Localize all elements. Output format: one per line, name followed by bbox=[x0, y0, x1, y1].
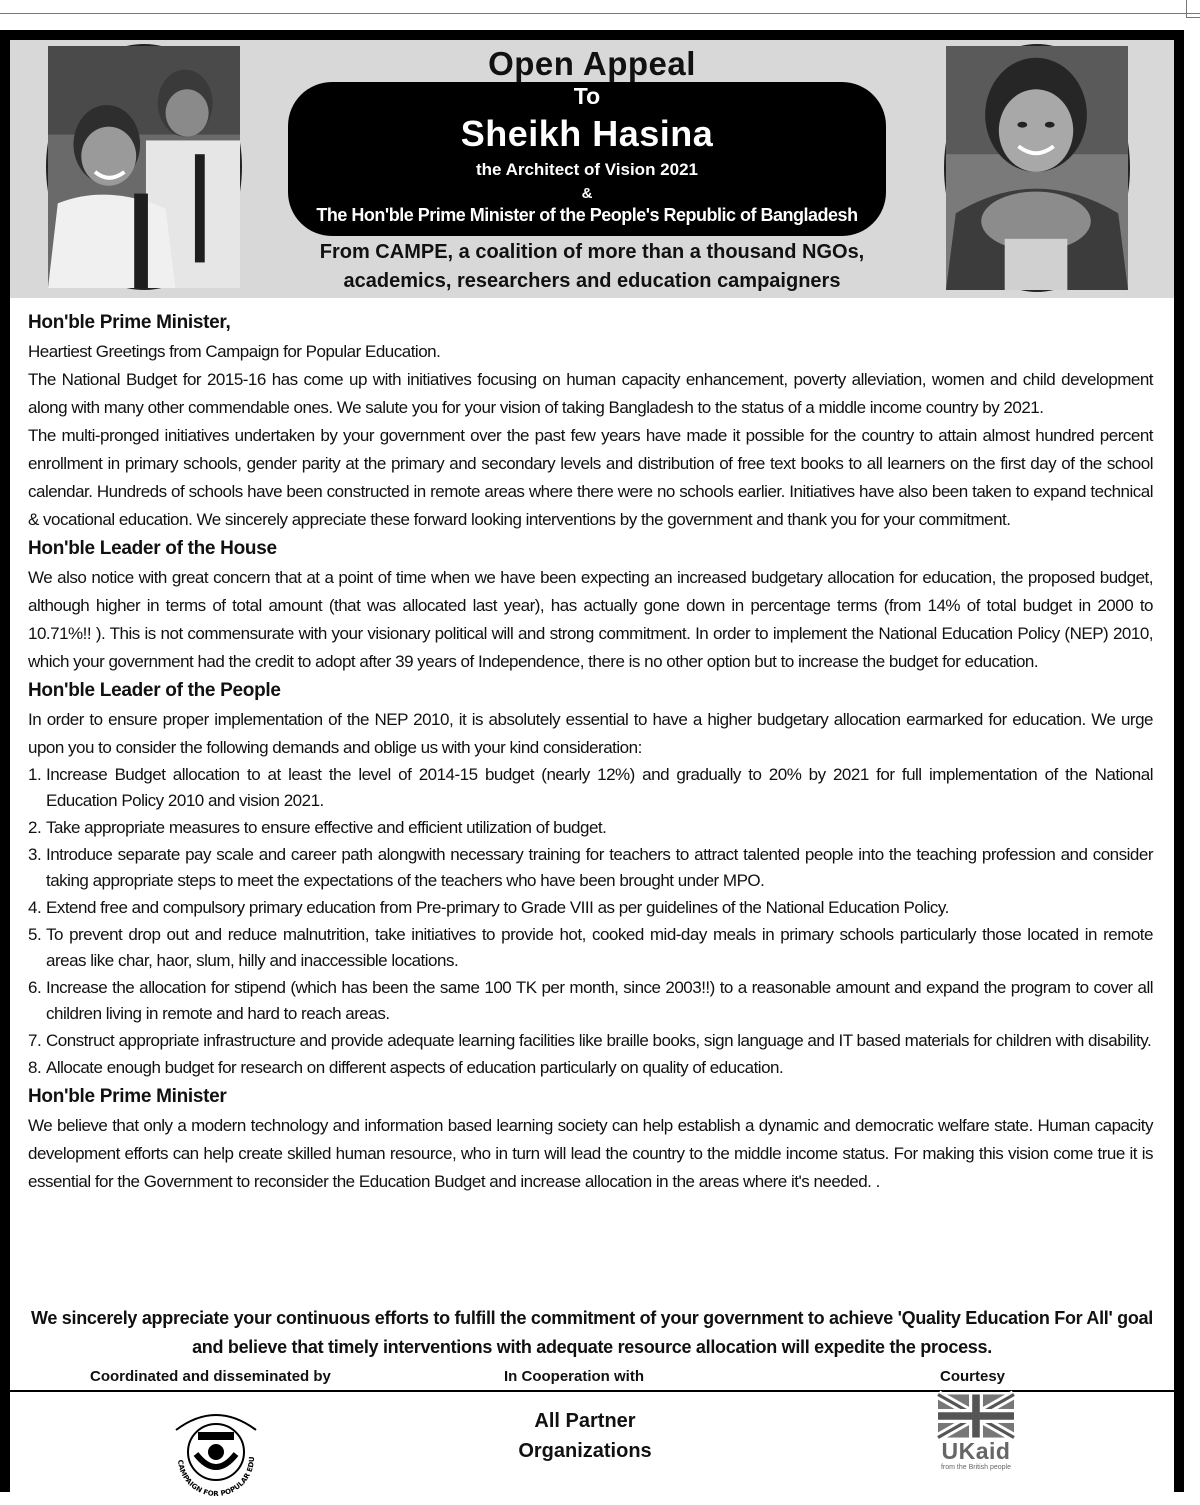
demand-item bbox=[28, 842, 1153, 894]
paragraph: We believe that only a modern technology and information based learning society can help establish a dynamic and democratic welfare state. Human capacity development efforts can help create skilled human resource, who in turn will lead the country to the middle income status. For making this vision come true it is essential for the Government to reconsider the Education Budget and increase allocation in the areas where it's needed. . bbox=[28, 1116, 1153, 1191]
addressee-banner bbox=[288, 82, 886, 236]
coordinated-label: Coordinated and disseminated by bbox=[90, 1368, 331, 1385]
demand-number: 6. bbox=[28, 978, 42, 997]
demand-text: Increase Budget allocation to at least the level of 2014-15 budget (nearly 12%) and gradually to 20% by 2021 for full implementation of the National Education Policy 2010 and vision 2021. bbox=[46, 765, 1153, 810]
paragraph: The National Budget for 2015-16 has come up with initiatives focusing on human capacity enhancement, poverty alleviation, women and child development along with many other commendable ones. We salute you for your vision of taking Bangladesh to the status of a middle income country by 2021. bbox=[28, 370, 1153, 417]
from-line-1: From CAMPE, a coalition of more than a thousand NGOs, bbox=[319, 241, 865, 263]
demand-text: To prevent drop out and reduce malnutrition, take initiatives to provide hot, cooked mid-day meals in primary schools particularly those located in remote areas like char, haor, slum, hilly and inaccessible locations. bbox=[46, 925, 1153, 970]
demand-number: 8. bbox=[28, 1058, 42, 1077]
demand-item bbox=[28, 975, 1153, 1027]
demand-text: Introduce separate pay scale and career path alongwith necessary training for teachers to attract talented people into the teaching profession and consider taking appropriate steps to meet the expectations of the teachers who have been brought under MPO. bbox=[46, 845, 1153, 890]
advertisement-frame bbox=[0, 30, 1184, 1499]
demand-text: Extend free and compulsory primary education from Pre-primary to Grade VIII as per guidelines of the National Education Policy. bbox=[46, 898, 949, 917]
appeal-title: Open Appeal bbox=[488, 45, 696, 82]
closing-line-2: and believe that timely interventions with adequate resource allocation will expedite the process. bbox=[192, 1337, 992, 1357]
demand-number: 5. bbox=[28, 925, 42, 944]
courtesy-label: Courtesy bbox=[940, 1368, 1006, 1385]
partner-line-1: All Partner bbox=[534, 1410, 636, 1432]
section-heading: Hon'ble Leader of the People bbox=[28, 680, 281, 701]
demand-text: Take appropriate measures to ensure effective and efficient utilization of budget. bbox=[46, 818, 607, 837]
demand-item bbox=[28, 815, 1153, 841]
closing-statement bbox=[10, 1304, 1174, 1362]
header-band bbox=[10, 40, 1174, 298]
demand-text: Allocate enough budget for research on different aspects of education particularly on quality of education. bbox=[46, 1058, 784, 1077]
pm-title: The Hon'ble Prime Minister of the People's Republic of Bangladesh bbox=[316, 205, 858, 225]
top-corner-rule bbox=[1186, 0, 1200, 18]
demand-number: 7. bbox=[28, 1031, 42, 1050]
paragraph: We also notice with great concern that at a point of time when we have been expecting an increased budgetary allocation for education, the proposed budget, although higher in terms of total amount (that was allocated last year), has actually gone down in percentage terms (from 14% of total budget in 2000 to 10.71%!! ). This is not commensurate with your visionary political will and strong commitment. In order to implement the National Education Policy (NEP) 2010, which your government had the credit to adopt after 39 years of Independence, there is no other option but to increase the budget for education. bbox=[28, 568, 1153, 671]
section-heading: Hon'ble Leader of the House bbox=[28, 538, 277, 559]
paragraph: Heartiest Greetings from Campaign for Popular Education. bbox=[28, 342, 441, 361]
demand-text: Increase the allocation for stipend (which has been the same 100 TK per month, since 2003!!) to a reasonable amount and expand the program to cover all children living in remote and hard to reach areas. bbox=[46, 978, 1153, 1023]
ukaid-logo bbox=[934, 1394, 1018, 1472]
demand-number: 1. bbox=[28, 765, 42, 784]
photo-schoolgirl bbox=[944, 44, 1130, 292]
partner-line-2: Organizations bbox=[518, 1440, 652, 1462]
paragraph: In order to ensure proper implementation of the NEP 2010, it is absolutely essential to have a higher budgetary allocation earmarked for education. We urge upon you to consider the following demands and oblige us with your kind consideration: bbox=[28, 710, 1153, 757]
demand-item bbox=[28, 895, 1153, 921]
demand-number: 4. bbox=[28, 898, 42, 917]
ukaid-text: UKaid bbox=[941, 1438, 1011, 1464]
footer-rule bbox=[10, 1390, 1174, 1392]
demand-item bbox=[28, 762, 1153, 814]
ampersand: & bbox=[581, 185, 593, 202]
demands-list bbox=[28, 762, 1153, 1081]
architect-subtitle: the Architect of Vision 2021 bbox=[475, 160, 698, 179]
letter-body bbox=[28, 308, 1153, 1196]
demand-text: Construct appropriate infrastructure and provide adequate learning facilities like braille books, sign language and IT based materials for children with disability. bbox=[46, 1031, 1152, 1050]
paragraph: The multi-pronged initiatives undertaken by your government over the past few years have made it possible for the country to attain almost hundred percent enrollment in primary schools, gender parity at the primary and secondary levels and distribution of free text books to all learners on the first day of the school calendar. Hundreds of schools have been constructed in remote areas where there were no schools earlier. Initiatives have also been taken to expand technical & vocational education. We sincerely appreciate these forward looking interventions by the government and thank you for your commitment. bbox=[28, 426, 1153, 529]
top-rule bbox=[0, 13, 1200, 14]
section-heading: Hon'ble Prime Minister, bbox=[28, 312, 231, 333]
union-flag-icon bbox=[938, 1394, 1014, 1438]
ukaid-subtext: from the British people bbox=[940, 1464, 1012, 1471]
demand-item bbox=[28, 1055, 1153, 1081]
demand-item bbox=[28, 922, 1153, 974]
partner-organizations bbox=[470, 1406, 700, 1466]
section-heading: Hon'ble Prime Minister bbox=[28, 1086, 227, 1107]
demand-number: 3. bbox=[28, 845, 42, 864]
to-label: To bbox=[573, 83, 601, 109]
demand-item bbox=[28, 1028, 1153, 1054]
demand-number: 2. bbox=[28, 818, 42, 837]
from-line-2: academics, researchers and education campaigners bbox=[343, 270, 841, 292]
addressee-name: Sheikh Hasina bbox=[460, 113, 714, 154]
campe-logo-text: CAMPAIGN FOR POPULAR EDU bbox=[175, 1456, 257, 1499]
cooperation-label: In Cooperation with bbox=[504, 1368, 644, 1385]
campe-logo bbox=[162, 1400, 270, 1500]
closing-line-1: We sincerely appreciate your continuous efforts to fulfill the commitment of your government to achieve 'Quality Education For All' goal bbox=[31, 1308, 1153, 1328]
